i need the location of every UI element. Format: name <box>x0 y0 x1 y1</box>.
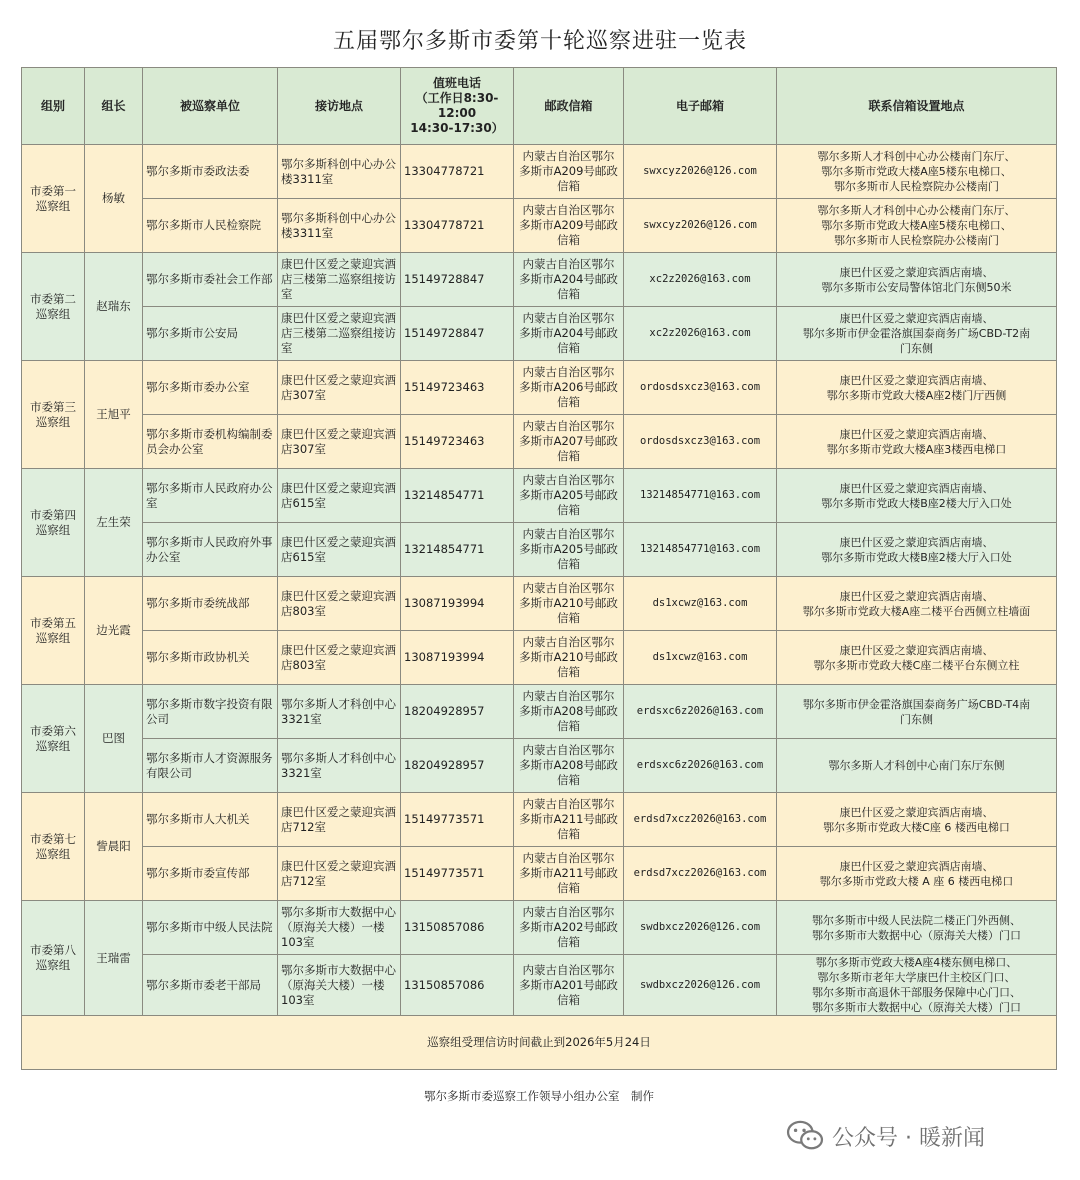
reception-place-cell: 康巴什区爱之蒙迎宾酒店三楼第二巡察组接访室 <box>278 253 401 307</box>
reception-place-cell: 康巴什区爱之蒙迎宾酒店803室 <box>278 631 401 685</box>
group-name-cell: 市委第四巡察组 <box>22 469 85 577</box>
header-email: 电子邮箱 <box>624 68 777 145</box>
group-name-cell: 市委第六巡察组 <box>22 685 85 793</box>
mailbox-location-line: 鄂尔多斯市伊金霍洛旗国泰商务广场CBD-T2南 <box>802 327 1031 340</box>
postbox-cell: 内蒙古自治区鄂尔多斯市A201号邮政信箱 <box>514 955 624 1016</box>
email-cell: 13214854771@163.com <box>624 523 777 577</box>
duty-phone-cell: 18204928957 <box>401 739 514 793</box>
group-leader-cell: 王瑞雷 <box>85 901 143 1016</box>
header-postbox: 邮政信箱 <box>514 68 624 145</box>
group-name-cell: 市委第七巡察组 <box>22 793 85 901</box>
duty-phone-cell: 13304778721 <box>401 145 514 199</box>
group-name-cell: 市委第一巡察组 <box>22 145 85 253</box>
email-cell: ds1xcwz@163.com <box>624 577 777 631</box>
mailbox-location-line: 鄂尔多斯市伊金霍洛旗国泰商务广场CBD-T4南 <box>802 697 1031 711</box>
mailbox-location-cell <box>777 847 1057 901</box>
inspected-unit-cell: 鄂尔多斯市委老干部局 <box>143 955 278 1016</box>
postbox-cell: 内蒙古自治区鄂尔多斯市A208号邮政信箱 <box>514 685 624 739</box>
mailbox-location-line: 康巴什区爱之蒙迎宾酒店南墙、 <box>839 373 994 387</box>
table-row <box>22 955 1057 1016</box>
inspected-unit-cell: 鄂尔多斯市政协机关 <box>143 631 278 685</box>
header-phone-hours-1: （工作日8:30- <box>415 91 499 105</box>
duty-phone-cell: 18204928957 <box>401 685 514 739</box>
duty-phone-cell: 13087193994 <box>401 577 514 631</box>
email-cell: erdsxc6z2026@163.com <box>624 685 777 739</box>
header-place: 接访地点 <box>278 68 401 145</box>
group-leader-cell: 边光霞 <box>85 577 143 685</box>
reception-place-cell: 康巴什区爱之蒙迎宾酒店615室 <box>278 523 401 577</box>
table-row <box>22 469 1057 523</box>
mailbox-location-line: 康巴什区爱之蒙迎宾酒店南墙、 <box>839 643 994 657</box>
mailbox-location-cell <box>777 469 1057 523</box>
duty-phone-cell: 15149728847 <box>401 307 514 361</box>
reception-place-cell: 康巴什区爱之蒙迎宾酒店三楼第二巡察组接访室 <box>278 307 401 361</box>
group-name-cell: 市委第二巡察组 <box>22 253 85 361</box>
mailbox-location-cell <box>777 739 1057 793</box>
mailbox-location-cell <box>777 955 1057 1016</box>
deadline-note: 巡察组受理信访时间截止到2026年5月24日 <box>22 1016 1057 1070</box>
email-cell: 13214854771@163.com <box>624 469 777 523</box>
inspected-unit-cell: 鄂尔多斯市公安局 <box>143 307 278 361</box>
reception-place-cell: 鄂尔多斯人才科创中心3321室 <box>278 739 401 793</box>
inspected-unit-cell: 鄂尔多斯市人大机关 <box>143 793 278 847</box>
reception-place-cell: 鄂尔多斯科创中心办公楼3311室 <box>278 199 401 253</box>
mailbox-location-cell <box>777 793 1057 847</box>
header-phone <box>401 68 514 145</box>
mailbox-location-cell <box>777 901 1057 955</box>
postbox-cell: 内蒙古自治区鄂尔多斯市A210号邮政信箱 <box>514 631 624 685</box>
email-cell: xc2z2026@163.com <box>624 253 777 307</box>
mailbox-location-line: 鄂尔多斯市党政大楼A座2楼门厅西侧 <box>826 388 1007 402</box>
inspected-unit-cell: 鄂尔多斯市人民检察院 <box>143 199 278 253</box>
mailbox-location-line: 鄂尔多斯市人民检察院办公楼南门 <box>834 180 999 193</box>
table-row <box>22 415 1057 469</box>
header-phone-hours-3: 14:30-17:30） <box>410 121 504 135</box>
mailbox-location-line: 鄂尔多斯市人民检察院办公楼南门 <box>834 234 999 247</box>
page-title: 五届鄂尔多斯市委第十轮巡察进驻一览表 <box>332 29 747 54</box>
postbox-cell: 内蒙古自治区鄂尔多斯市A211号邮政信箱 <box>514 793 624 847</box>
table-row <box>22 631 1057 685</box>
mailbox-location-line: 鄂尔多斯市中级人民法院二楼正门外西侧、 <box>812 913 1021 927</box>
email-cell: ordosdsxcz3@163.com <box>624 361 777 415</box>
group-leader-cell: 杨敏 <box>85 145 143 253</box>
duty-phone-cell: 15149723463 <box>401 361 514 415</box>
header-group: 组别 <box>22 68 85 145</box>
mailbox-location-line: 康巴什区爱之蒙迎宾酒店南墙、 <box>839 805 994 819</box>
mailbox-location-line: 鄂尔多斯市大数据中心（原海关大楼）门口 <box>812 1001 1021 1014</box>
table-row <box>22 739 1057 793</box>
mailbox-location-cell <box>777 685 1057 739</box>
mailbox-location-cell <box>777 577 1057 631</box>
email-cell: swdbxcz2026@126.com <box>624 901 777 955</box>
email-cell: ordosdsxcz3@163.com <box>624 415 777 469</box>
header-leader: 组长 <box>85 68 143 145</box>
reception-place-cell: 鄂尔多斯市大数据中心（原海关大楼）一楼103室 <box>278 901 401 955</box>
reception-place-cell: 康巴什区爱之蒙迎宾酒店615室 <box>278 469 401 523</box>
mailbox-location-line: 鄂尔多斯人才科创中心办公楼南门东厅、 <box>817 150 1016 163</box>
mailbox-location-line: 鄂尔多斯人才科创中心南门东厅东侧 <box>828 759 1005 772</box>
reception-place-cell: 康巴什区爱之蒙迎宾酒店712室 <box>278 847 401 901</box>
header-phone-hours-2: 12:00 <box>437 106 477 120</box>
mailbox-location-line: 鄂尔多斯市党政大楼C座二楼平台东侧立柱 <box>813 658 1020 672</box>
email-cell: swxcyz2026@126.com <box>624 145 777 199</box>
inspected-unit-cell: 鄂尔多斯市委社会工作部 <box>143 253 278 307</box>
mailbox-location-cell <box>777 199 1057 253</box>
group-name-cell: 市委第八巡察组 <box>22 901 85 1016</box>
mailbox-location-line: 鄂尔多斯市党政大楼C座 6 楼西电梯口 <box>823 820 1010 834</box>
mailbox-location-line: 康巴什区爱之蒙迎宾酒店南墙、 <box>839 589 994 603</box>
mailbox-location-line: 门东侧 <box>900 712 933 726</box>
inspected-unit-cell: 鄂尔多斯市委宣传部 <box>143 847 278 901</box>
mailbox-location-cell <box>777 415 1057 469</box>
group-leader-cell: 赵瑞东 <box>85 253 143 361</box>
mailbox-location-cell <box>777 631 1057 685</box>
mailbox-location-line: 鄂尔多斯市高退休干部服务保障中心门口、 <box>812 986 1021 999</box>
inspected-unit-cell: 鄂尔多斯市人民政府办公室 <box>143 469 278 523</box>
group-leader-cell: 王旭平 <box>85 361 143 469</box>
inspected-unit-cell: 鄂尔多斯市委政法委 <box>143 145 278 199</box>
postbox-cell: 内蒙古自治区鄂尔多斯市A207号邮政信箱 <box>514 415 624 469</box>
email-cell: erdsxc6z2026@163.com <box>624 739 777 793</box>
postbox-cell: 内蒙古自治区鄂尔多斯市A210号邮政信箱 <box>514 577 624 631</box>
inspected-unit-cell: 鄂尔多斯市数字投资有限公司 <box>143 685 278 739</box>
footer-note: 鄂尔多斯市委巡察工作领导小组办公室 制作 <box>22 1070 1057 1124</box>
mailbox-location-cell <box>777 523 1057 577</box>
mailbox-location-line: 康巴什区爱之蒙迎宾酒店南墙、 <box>839 312 994 325</box>
email-cell: erdsd7xcz2026@163.com <box>624 847 777 901</box>
email-cell: swdbxcz2026@126.com <box>624 955 777 1016</box>
reception-place-cell: 鄂尔多斯科创中心办公楼3311室 <box>278 145 401 199</box>
postbox-cell: 内蒙古自治区鄂尔多斯市A211号邮政信箱 <box>514 847 624 901</box>
duty-phone-cell: 13214854771 <box>401 469 514 523</box>
postbox-cell: 内蒙古自治区鄂尔多斯市A208号邮政信箱 <box>514 739 624 793</box>
mailbox-location-line: 康巴什区爱之蒙迎宾酒店南墙、 <box>839 427 994 441</box>
mailbox-location-line: 鄂尔多斯市老年大学康巴什主校区门口、 <box>817 971 1016 984</box>
group-leader-cell: 訾晨阳 <box>85 793 143 901</box>
mailbox-location-line: 康巴什区爱之蒙迎宾酒店南墙、 <box>839 265 994 279</box>
reception-place-cell: 康巴什区爱之蒙迎宾酒店307室 <box>278 361 401 415</box>
email-cell: swxcyz2026@126.com <box>624 199 777 253</box>
header-unit: 被巡察单位 <box>143 68 278 145</box>
postbox-cell: 内蒙古自治区鄂尔多斯市A204号邮政信箱 <box>514 253 624 307</box>
mailbox-location-line: 鄂尔多斯市党政大楼A座3楼西电梯口 <box>826 442 1007 456</box>
footer-row <box>22 1070 1057 1124</box>
wechat-icon <box>786 1120 824 1152</box>
postbox-cell: 内蒙古自治区鄂尔多斯市A209号邮政信箱 <box>514 199 624 253</box>
mailbox-location-line: 鄂尔多斯市公安局警体馆北门东侧50米 <box>821 280 1012 294</box>
postbox-cell: 内蒙古自治区鄂尔多斯市A209号邮政信箱 <box>514 145 624 199</box>
mailbox-location-line: 鄂尔多斯人才科创中心办公楼南门东厅、 <box>817 204 1016 217</box>
mailbox-location-line: 康巴什区爱之蒙迎宾酒店南墙、 <box>839 481 994 495</box>
mailbox-location-cell <box>777 253 1057 307</box>
duty-phone-cell: 15149773571 <box>401 793 514 847</box>
header-mailbox-location: 联系信箱设置地点 <box>777 68 1057 145</box>
duty-phone-cell: 15149723463 <box>401 415 514 469</box>
mailbox-location-line: 门东侧 <box>900 342 933 355</box>
mailbox-location-line: 鄂尔多斯市大数据中心（原海关大楼）门口 <box>812 928 1021 942</box>
mailbox-location-line: 鄂尔多斯市党政大楼 A 座 6 楼西电梯口 <box>819 874 1014 888</box>
inspected-unit-cell: 鄂尔多斯市人民政府外事办公室 <box>143 523 278 577</box>
reception-place-cell: 鄂尔多斯人才科创中心3321室 <box>278 685 401 739</box>
mailbox-location-line: 鄂尔多斯市党政大楼A座二楼平台西侧立柱墙面 <box>802 604 1031 618</box>
group-leader-cell: 巴图 <box>85 685 143 793</box>
mailbox-location-line: 鄂尔多斯市党政大楼A座5楼东电梯口、 <box>821 219 1012 232</box>
reception-place-cell: 鄂尔多斯市大数据中心（原海关大楼）一楼103室 <box>278 955 401 1016</box>
group-leader-cell: 左生荣 <box>85 469 143 577</box>
email-cell: erdsd7xcz2026@163.com <box>624 793 777 847</box>
postbox-cell: 内蒙古自治区鄂尔多斯市A204号邮政信箱 <box>514 307 624 361</box>
table-row <box>22 253 1057 307</box>
reception-place-cell: 康巴什区爱之蒙迎宾酒店803室 <box>278 577 401 631</box>
table-row <box>22 199 1057 253</box>
mailbox-location-cell <box>777 145 1057 199</box>
postbox-cell: 内蒙古自治区鄂尔多斯市A205号邮政信箱 <box>514 469 624 523</box>
duty-phone-cell: 13214854771 <box>401 523 514 577</box>
inspected-unit-cell: 鄂尔多斯市人才资源服务有限公司 <box>143 739 278 793</box>
header-row <box>22 68 1057 145</box>
mailbox-location-line: 鄂尔多斯市党政大楼A座5楼东电梯口、 <box>821 165 1012 178</box>
inspected-unit-cell: 鄂尔多斯市委办公室 <box>143 361 278 415</box>
inspected-unit-cell: 鄂尔多斯市委机构编制委员会办公室 <box>143 415 278 469</box>
group-name-cell: 市委第五巡察组 <box>22 577 85 685</box>
table-row <box>22 361 1057 415</box>
inspected-unit-cell: 鄂尔多斯市委统战部 <box>143 577 278 631</box>
email-cell: xc2z2026@163.com <box>624 307 777 361</box>
postbox-cell: 内蒙古自治区鄂尔多斯市A205号邮政信箱 <box>514 523 624 577</box>
postbox-cell: 内蒙古自治区鄂尔多斯市A206号邮政信箱 <box>514 361 624 415</box>
table-row <box>22 847 1057 901</box>
inspection-table <box>21 67 1057 1123</box>
email-cell: ds1xcwz@163.com <box>624 631 777 685</box>
table-row <box>22 307 1057 361</box>
header-phone-title: 值班电话 <box>432 76 481 90</box>
mailbox-location-cell <box>777 361 1057 415</box>
table-row <box>22 577 1057 631</box>
table-row <box>22 793 1057 847</box>
reception-place-cell: 康巴什区爱之蒙迎宾酒店712室 <box>278 793 401 847</box>
inspected-unit-cell: 鄂尔多斯市中级人民法院 <box>143 901 278 955</box>
duty-phone-cell: 13304778721 <box>401 199 514 253</box>
watermark-text: 公众号 · 暖新闻 <box>832 1125 985 1151</box>
deadline-row <box>22 1016 1057 1070</box>
mailbox-location-line: 鄂尔多斯市党政大楼B座2楼大厅入口处 <box>821 550 1012 564</box>
watermark <box>786 1120 985 1152</box>
table-row <box>22 901 1057 955</box>
group-name-cell: 市委第三巡察组 <box>22 361 85 469</box>
table-row <box>22 145 1057 199</box>
mailbox-location-line: 康巴什区爱之蒙迎宾酒店南墙、 <box>839 535 994 549</box>
duty-phone-cell: 15149773571 <box>401 847 514 901</box>
reception-place-cell: 康巴什区爱之蒙迎宾酒店307室 <box>278 415 401 469</box>
postbox-cell: 内蒙古自治区鄂尔多斯市A202号邮政信箱 <box>514 901 624 955</box>
duty-phone-cell: 13150857086 <box>401 955 514 1016</box>
table-row <box>22 523 1057 577</box>
table-row <box>22 685 1057 739</box>
mailbox-location-line: 鄂尔多斯市党政大楼B座2楼大厅入口处 <box>821 496 1012 510</box>
duty-phone-cell: 13087193994 <box>401 631 514 685</box>
duty-phone-cell: 15149728847 <box>401 253 514 307</box>
mailbox-location-line: 康巴什区爱之蒙迎宾酒店南墙、 <box>839 859 994 873</box>
mailbox-location-cell <box>777 307 1057 361</box>
duty-phone-cell: 13150857086 <box>401 901 514 955</box>
mailbox-location-line: 鄂尔多斯市党政大楼A座4楼东侧电梯口、 <box>815 956 1018 969</box>
